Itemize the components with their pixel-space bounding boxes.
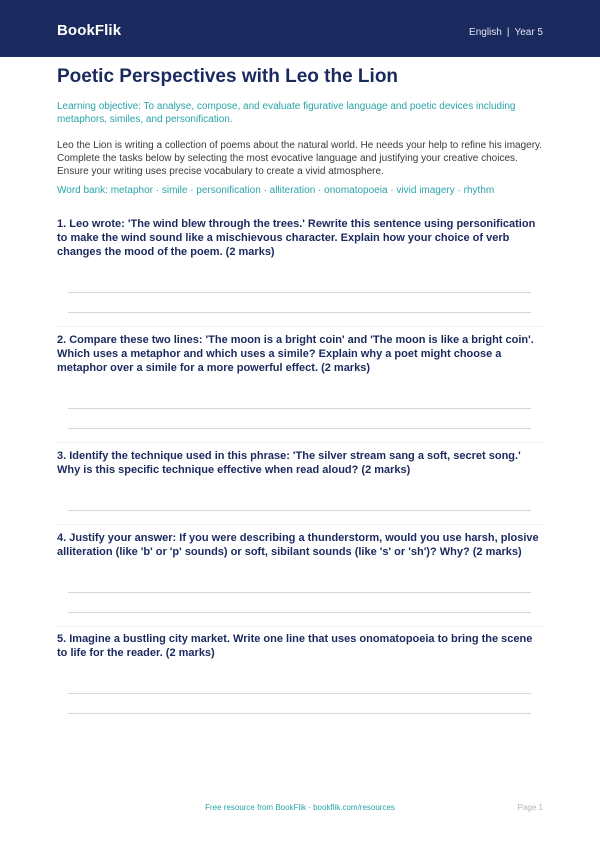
answer-line[interactable]: [68, 292, 531, 293]
answer-line[interactable]: [68, 428, 531, 429]
header-bar: [0, 0, 600, 57]
answer-line[interactable]: [68, 612, 531, 613]
page-number: Page 1: [517, 803, 543, 812]
learning-objective: Learning objective: To analyse, compose, and evaluate figurative language and poetic devices including metaphors, similes, and personification.: [57, 101, 516, 125]
section-divider: [57, 326, 543, 327]
section-divider: [57, 442, 543, 443]
section-divider: [57, 626, 543, 627]
brand-logo[interactable]: BookFlik: [57, 22, 122, 39]
question-2: 2. Compare these two lines: 'The moon is a bright coin' and 'The moon is like a bright coin'. Which uses a metaphor and which uses a simile? Explain why a poet might choose a metaphor over a simile for a more powerful effect. (2 marks): [57, 334, 534, 374]
question-1: 1. Leo wrote: 'The wind blew through the trees.' Rewrite this sentence using personification to make the wind sound like a mischievous character. Explain how your choice of verb changes the mood of the poem. (2 marks): [57, 218, 536, 258]
section-divider: [57, 524, 543, 525]
answer-line[interactable]: [68, 713, 531, 714]
word-bank: Word bank: metaphor · simile · personification · alliteration · onomatopoeia · vivid imagery · rhythm: [57, 185, 495, 196]
header-meta: [469, 27, 543, 38]
footer-resource-link[interactable]: Free resource from BookFlik · bookflik.com/resources: [205, 803, 395, 812]
answer-line[interactable]: [68, 693, 531, 694]
answer-line[interactable]: [68, 592, 531, 593]
page-title: Poetic Perspectives with Leo the Lion: [57, 66, 399, 87]
meta-separator: |: [506, 27, 510, 38]
intro-paragraph: Leo the Lion is writing a collection of poems about the natural world. He needs your help to refine his imagery. Complete the tasks below by selecting the most evocative language and justifying your creative choices. Ensure your writing uses precise vocabulary to create a vivid atmosphere.: [57, 140, 543, 177]
answer-line[interactable]: [68, 510, 531, 511]
subject-label: English: [469, 27, 502, 38]
answer-line[interactable]: [68, 408, 531, 409]
question-4: 4. Justify your answer: If you were describing a thunderstorm, would you use harsh, plosive alliteration (like 'b' or 'p' sounds) or soft, sibilant sounds (like 's' or 'sh')? Why? (2 marks): [57, 532, 539, 558]
question-5: 5. Imagine a bustling city market. Write one line that uses onomatopoeia to bring the scene to life for the reader. (2 marks): [57, 633, 533, 659]
answer-line[interactable]: [68, 312, 531, 313]
year-label: Year 5: [514, 27, 543, 38]
question-3: 3. Identify the technique used in this phrase: 'The silver stream sang a soft, secret song.' Why is this specific technique effective when read aloud? (2 marks): [57, 450, 521, 476]
